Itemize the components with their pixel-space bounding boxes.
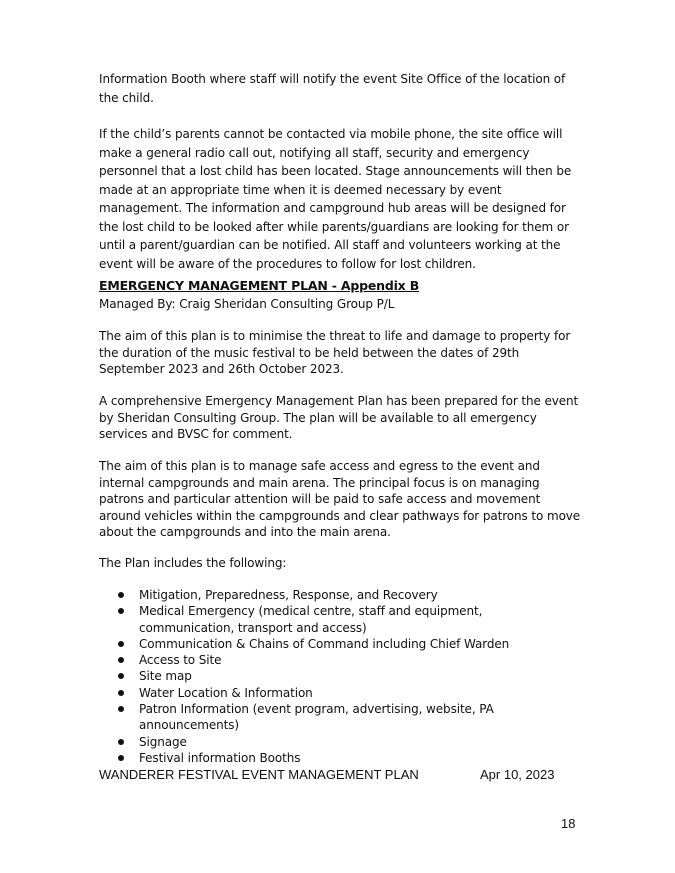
list-item-text: Access to Site	[139, 653, 222, 668]
emergency-plan-heading: EMERGENCY MANAGEMENT PLAN - Appendix B	[99, 278, 420, 293]
list-item	[99, 750, 581, 766]
bullet-icon	[118, 657, 124, 663]
list-item	[99, 652, 581, 668]
list-item-text: Patron Information (event program, advertising, website, PA announcements)	[139, 702, 494, 733]
list-item	[99, 701, 581, 734]
list-item-text: Festival information Booths	[139, 750, 301, 765]
bullet-icon	[118, 739, 124, 745]
list-item	[99, 685, 581, 701]
lost-child-paragraph-1: Information Booth where staff will notify the event Site Office of the location of the child.	[99, 72, 566, 105]
bullet-icon	[118, 755, 124, 761]
list-item	[99, 668, 581, 684]
list-item-text: Site map	[139, 669, 192, 684]
footer-date: Apr 10, 2023	[480, 767, 555, 782]
list-item-text: Communication & Chains of Command including Chief Warden	[139, 636, 510, 651]
lost-child-paragraph-2: If the child’s parents cannot be contacted via mobile phone, the site office will make a general radio call out, notifying all staff, security and emergency personnel that a lost child has been located. Stage announcements will then be made at an appropriate time when it is deemed necessary by event management. The information and campground hub areas will be designed for the lost child to be looked after while parents/guardians are looking for them or until a parent/guardian can be notified. All staff and volunteers working at the event will be aware of the procedures to follow for lost children.	[99, 127, 572, 271]
plan-prepared-paragraph: A comprehensive Emergency Management Plan has been prepared for the event by Sheridan Consulting Group. The plan will be available to all emergency services and BVSC for comment.	[99, 394, 579, 441]
list-item	[99, 603, 581, 636]
list-item-text: Medical Emergency (medical centre, staff and equipment, communication, transport and access)	[139, 604, 483, 635]
plan-list-intro: The Plan includes the following:	[99, 556, 287, 570]
plan-aim-paragraph: The aim of this plan is to minimise the threat to life and damage to property for the duration of the music festival to be held between the dates of 29th September 2023 and 26th October 2023.	[99, 329, 571, 376]
bullet-icon	[118, 706, 124, 712]
managed-by-line: Managed By: Craig Sheridan Consulting Group P/L	[99, 297, 395, 311]
list-item	[99, 734, 581, 750]
list-item-text: Water Location & Information	[139, 685, 313, 700]
bullet-icon	[118, 673, 124, 679]
bullet-icon	[118, 608, 124, 614]
safe-access-paragraph: The aim of this plan is to manage safe access and egress to the event and internal campgrounds and main arena. The principal focus is on managing patrons and particular attention will be paid to safe access and movement around vehicles within the campgrounds and clear pathways for patrons to move about the campgrounds and into the main arena.	[99, 459, 581, 539]
list-item	[99, 636, 581, 652]
bullet-icon	[118, 690, 124, 696]
list-item-text: Signage	[139, 734, 187, 749]
list-item-text: Mitigation, Preparedness, Response, and Recovery	[139, 588, 438, 602]
page-number: 18	[561, 816, 576, 831]
bullet-icon	[118, 592, 124, 598]
plan-includes-list	[99, 587, 581, 766]
bullet-icon	[118, 641, 124, 647]
footer-document-title: WANDERER FESTIVAL EVENT MANAGEMENT PLAN	[99, 767, 419, 782]
list-item	[99, 587, 581, 603]
